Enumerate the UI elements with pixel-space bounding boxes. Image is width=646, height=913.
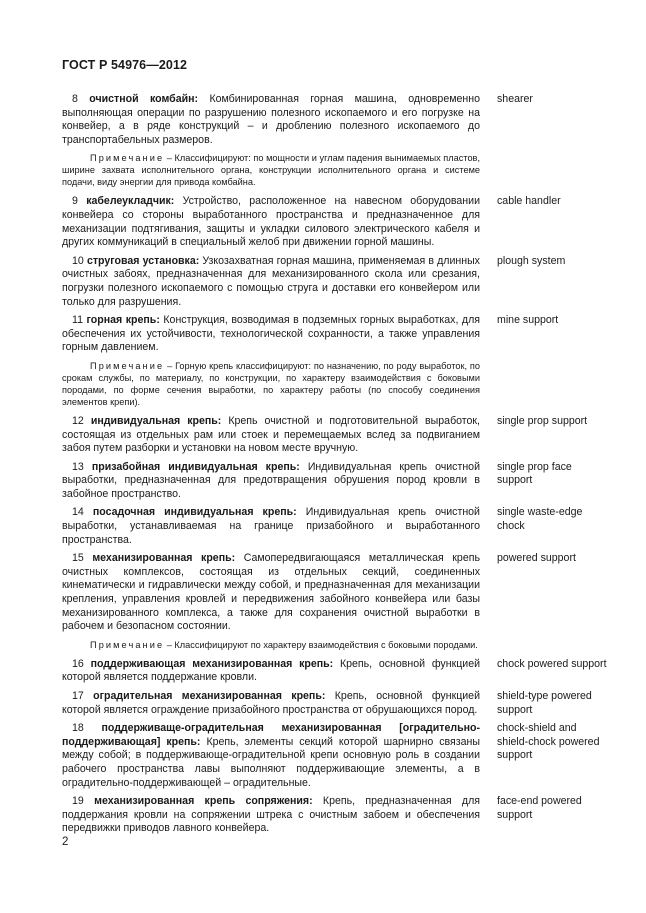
english-equivalent: plough system	[497, 254, 566, 267]
term-number: 11	[72, 314, 83, 327]
term-entry	[62, 795, 602, 836]
term-title: индивидуальная крепь:	[90, 414, 222, 427]
term-definition	[62, 255, 480, 309]
english-equivalent: shearer	[497, 93, 533, 105]
english-equivalent: chock powered support	[497, 657, 607, 670]
term-definition	[62, 506, 480, 547]
term-definition	[62, 415, 480, 456]
term-entry	[62, 461, 602, 502]
english-equivalent: shield-type powered support	[497, 690, 592, 716]
definition-text: Крепь, основной функцией которой является ограждение призабойного пространства от обрушающихся пород.	[62, 690, 480, 716]
term-definition	[62, 552, 480, 634]
definition-text: Устройство, расположенное на навесном оборудовании конвейера со стороны выработанного пространства и предназначенное для механизации подтягивания, защиты и укладки силового электрического кабеля и других коммуникаций в специальный желоб при движении горной машины.	[62, 195, 480, 249]
term-entry	[62, 415, 602, 456]
english-equivalent: mine support	[497, 314, 559, 327]
definition-text: Крепь, элементы секций которой шарнирно связаны между собой; в поддерживающе-оградительной крепи основную роль в создании рабочего пространства лавы выполняют поддерживающие элементы, а в оградительно-поддерживающей – оградительные.	[62, 735, 481, 789]
term-number: 19	[72, 795, 84, 808]
english-equivalent: chock-shield and shield-chock powered support	[497, 722, 600, 762]
note-text: – Горную крепь классифицируют: по назначению, по роду выработок, по срокам службы, по материалу, по конструкции, по характеру взаимодействия с боковыми породами, по форме сечения выработки, по характеру работы (по способу соединения элементов крепи).	[62, 360, 480, 407]
term-number: 15	[72, 552, 84, 565]
note-text: – Классифицируют: по мощности и углам падения вынимаемых пластов, ширине захвата исполнительного органа, конструкции исполнительного органа и системе подачи, виду энергии для привода комбайна.	[62, 153, 480, 188]
term-number: 10	[72, 254, 84, 267]
note-label: Примечание	[90, 639, 165, 650]
term-entry	[62, 93, 602, 188]
term-entry	[62, 722, 602, 790]
term-note	[62, 152, 480, 188]
term-number: 14	[72, 506, 84, 519]
term-title: оградительная механизированная крепь:	[93, 690, 326, 702]
term-entry	[62, 314, 602, 408]
term-definition	[62, 722, 480, 790]
term-number: 17	[72, 690, 84, 702]
note-label: Примечание	[90, 153, 165, 164]
term-entries	[62, 93, 607, 841]
term-title: струговая установка:	[86, 254, 200, 267]
term-title: призабойная индивидуальная крепь:	[91, 460, 300, 473]
term-entry	[62, 255, 602, 309]
page-number: 2	[62, 836, 69, 848]
term-entry	[62, 690, 602, 717]
term-definition	[62, 461, 480, 502]
english-equivalent: single waste-edge chock	[497, 506, 583, 533]
definition-text: Конструкция, возводимая в подземных горных выработках, для обеспечения их устойчивости, технологической сохранности, а также управления горным давлением.	[62, 314, 480, 354]
term-entry	[62, 506, 602, 547]
term-number: 8	[72, 93, 78, 105]
english-equivalent: single prop face support	[497, 460, 572, 487]
term-title: кабелеукладчик:	[86, 195, 175, 208]
english-equivalent: face-end powered support	[497, 795, 582, 821]
definition-text: Комбинированная горная машина, одновременно выполняющая операции по разрушению полезного ископаемого и его погрузке на конвейер, а в ряде конструкций – и дроблению полезного ископаемого до транспортабельных размеров.	[62, 93, 480, 146]
term-entry	[62, 552, 602, 651]
english-equivalent: single prop support	[497, 414, 588, 427]
note-text: – Классифицируют по характеру взаимодействия с боковыми породами.	[166, 639, 478, 650]
term-number: 12	[72, 414, 84, 427]
term-title: поддерживающая механизированная крепь:	[90, 657, 334, 670]
english-equivalent: powered support	[497, 552, 576, 565]
term-title: механизированная крепь:	[92, 552, 236, 565]
definition-text: Индивидуальная крепь очистной выработки, предназначенная для предотвращения обрушения пород кровли в забойное пространство.	[62, 460, 480, 500]
term-title: очистной комбайн:	[89, 93, 199, 105]
term-title: посадочная индивидуальная крепь:	[92, 506, 297, 519]
term-definition	[62, 93, 480, 147]
document-header: ГОСТ Р 54976—2012	[62, 58, 188, 72]
definition-text: Индивидуальная крепь очистной выработки, устанавливаемая на границе призабойного и выработанного пространства.	[62, 506, 480, 546]
term-definition	[62, 795, 480, 836]
term-number: 16	[72, 657, 84, 670]
term-definition	[62, 314, 480, 355]
term-title: горная крепь:	[86, 314, 160, 327]
term-definition	[62, 690, 480, 717]
term-entry	[62, 657, 607, 685]
term-number: 9	[72, 195, 78, 208]
english-equivalent: cable handler	[497, 195, 561, 208]
term-title: механизированная крепь сопряжения:	[94, 795, 313, 808]
note-label: Примечание	[90, 360, 165, 371]
term-definition	[62, 195, 480, 249]
term-number: 13	[72, 460, 84, 473]
term-title: поддерживаще-оградительная механизированная [оградительно-поддерживающая] крепь:	[62, 722, 480, 748]
term-entry	[62, 195, 602, 249]
definition-text: Крепь, основной функцией которой является поддержание кровли.	[62, 657, 480, 684]
term-note	[62, 360, 480, 408]
definition-text: Крепь очистной и подготовительной выработок, состоящая из отдельных рам или стоек и перемещаемых вслед за подвиганием забоя путем разборки и установки на новом месте вручную.	[62, 414, 480, 455]
term-note	[62, 639, 480, 651]
definition-text: Узкозахватная горная машина, применяемая в длинных очистных забоях, предназначенная для механизированного скола или срезания, погрузки полезного ископаемого с помощью струга и доставки его конвейером или только для разрушения.	[62, 254, 480, 308]
definition-text: Крепь, предназначенная для поддержания кровли на сопряжении штрека с очистным забоем и обеспечения передвижки приводов лавного конвейера.	[62, 795, 480, 835]
term-definition	[62, 658, 480, 685]
term-number: 18	[72, 722, 84, 735]
definition-text: Самопередвигающаяся металлическая крепь очистных комплексов, состоящая из отдельных секций, соединенных кинематически и гидравлически между собой, и предназначенная для механизации крепления, управления кровлей и передвижения забойного конвейера или базы механизированного комплекса, а также для сохранения очистной выработки в рабочем и безопасном состоянии.	[62, 552, 480, 633]
